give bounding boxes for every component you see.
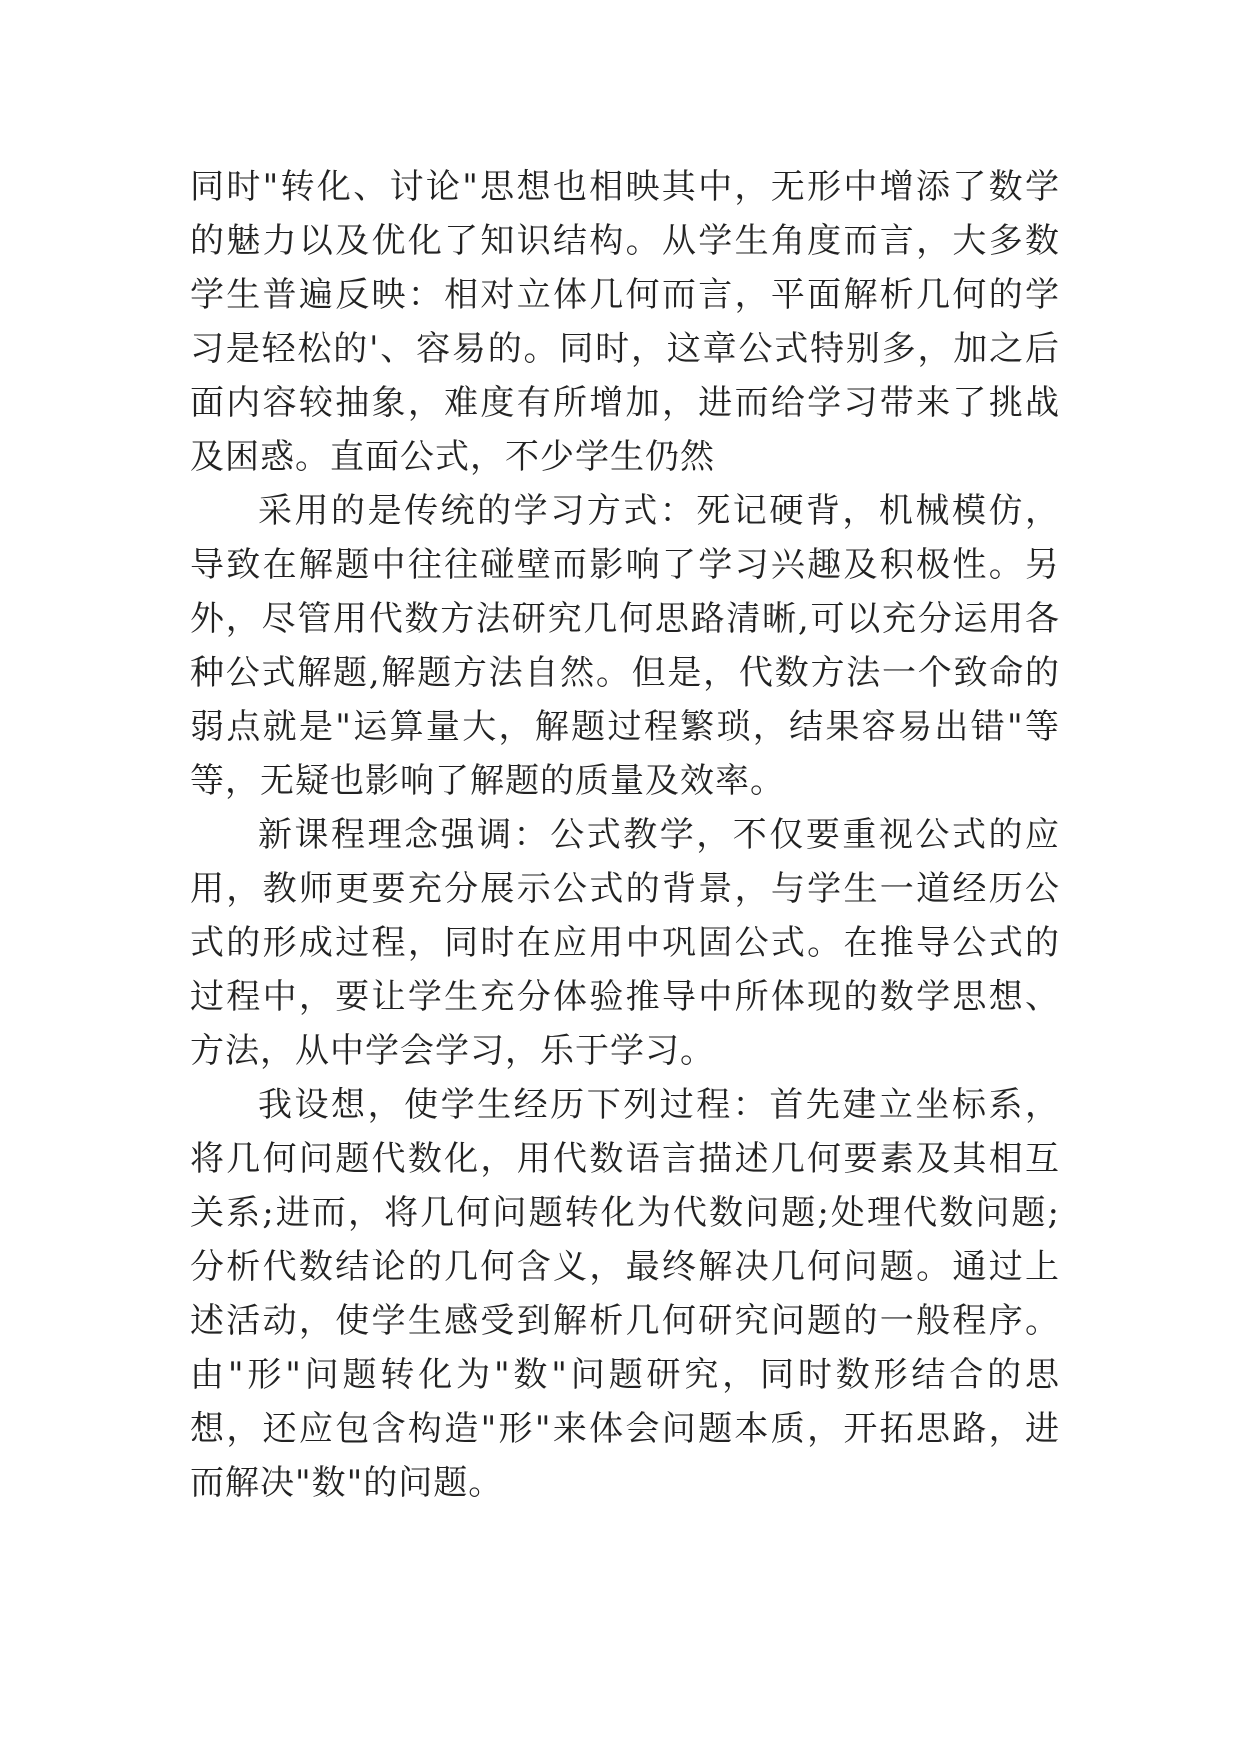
document-body [190,160,1060,1510]
paragraph-2: 采用的是传统的学习方式：死记硬背，机械模仿，导致在解题中往往碰壁而影响了学习兴趣及积极性。另外，尽管用代数方法研究几何思路清晰,可以充分运用各种公式解题,解题方法自然。但是，代数方法一个致命的弱点就是"运算量大，解题过程繁琐，结果容易出错"等等，无疑也影响了解题的质量及效率。 [190,491,1060,801]
paragraph-3: 新课程理念强调：公式教学，不仅要重视公式的应用，教师更要充分展示公式的背景，与学生一道经历公式的形成过程，同时在应用中巩固公式。在推导公式的过程中，要让学生充分体验推导中所体现的数学思想、方法，从中学会学习，乐于学习。 [190,815,1060,1071]
paragraph-1: 同时"转化、讨论"思想也相映其中，无形中增添了数学的魅力以及优化了知识结构。从学生角度而言，大多数学生普遍反映：相对立体几何而言，平面解析几何的学习是轻松的'、容易的。同时，这章公式特别多，加之后面内容较抽象，难度有所增加，进而给学习带来了挑战及困惑。直面公式，不少学生仍然 [190,167,1060,477]
paragraph-4: 我设想，使学生经历下列过程：首先建立坐标系，将几何问题代数化，用代数语言描述几何要素及其相互关系;进而，将几何问题转化为代数问题;处理代数问题;分析代数结论的几何含义，最终解决几何问题。通过上述活动，使学生感受到解析几何研究问题的一般程序。由"形"问题转化为"数"问题研究，同时数形结合的思想，还应包含构造"形"来体会问题本质，开拓思路，进而解决"数"的问题。 [190,1085,1060,1503]
